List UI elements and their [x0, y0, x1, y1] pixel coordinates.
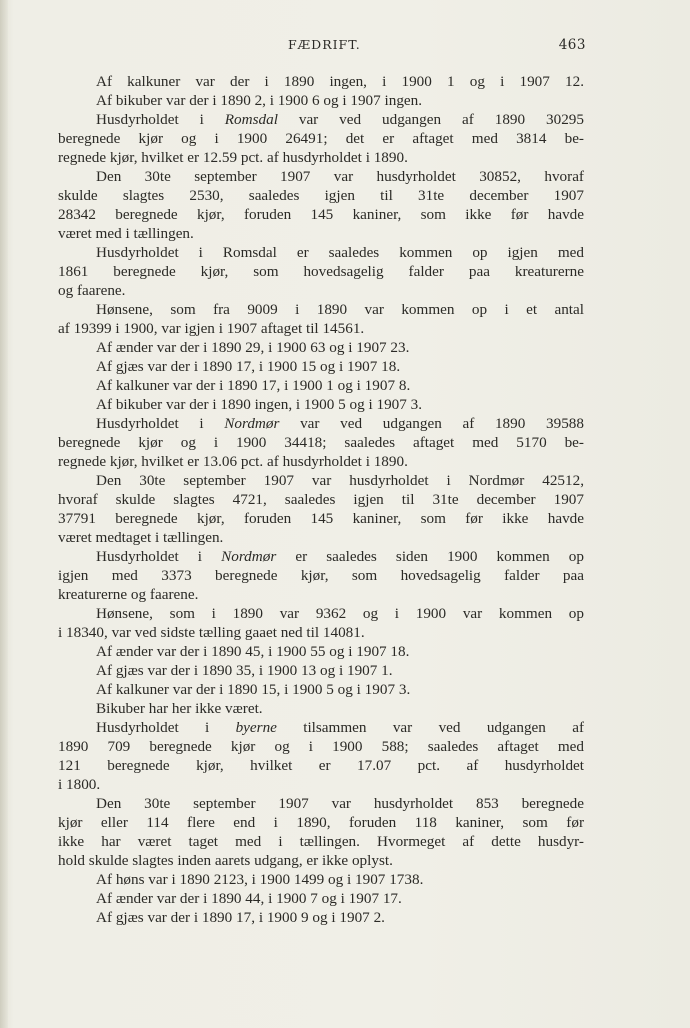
text-run: Af gjæs var der i 1890 17, i 1900 15 og i 1907 18. — [96, 358, 401, 375]
text-line — [58, 186, 584, 205]
text-line — [58, 167, 584, 186]
text-run: Husdyrholdet i — [96, 415, 225, 432]
text-run: igjen med 3373 beregnede kjør, som hovedsagelig falder paa — [58, 567, 584, 584]
italic-place-name: Nordmør — [224, 415, 280, 432]
text-line — [58, 585, 584, 604]
text-run: var ved udgangen af 1890 30295 — [277, 111, 584, 128]
text-run: Af kalkuner var der i 1890 17, i 1900 1 og i 1907 8. — [96, 377, 411, 394]
text-run: i 18340, var ved sidste tælling gaaet ned til 14081. — [58, 624, 365, 641]
text-line — [58, 832, 584, 851]
text-line — [58, 281, 584, 300]
italic-place-name: byerne — [235, 719, 277, 736]
text-line — [58, 91, 584, 110]
text-run: kreaturerne og faarene. — [58, 586, 199, 603]
text-line — [58, 471, 584, 490]
text-line — [58, 129, 584, 148]
text-line — [58, 661, 584, 680]
text-line — [58, 737, 584, 756]
text-run: og faarene. — [58, 282, 126, 299]
text-line — [58, 699, 584, 718]
text-run: Af ænder var der i 1890 29, i 1900 63 og i 1907 23. — [96, 339, 410, 356]
text-run: 121 beregnede kjør, hvilket er 17.07 pct. af husdyrholdet — [58, 757, 584, 774]
text-line — [58, 680, 584, 699]
text-run: kjør eller 114 flere end i 1890, foruden 118 kaniner, som før — [58, 814, 584, 831]
text-run: Af kalkuner var der i 1890 ingen, i 1900 1 og i 1907 12. — [96, 73, 584, 90]
text-run: tilsammen var ved udgangen af — [276, 719, 584, 736]
text-line — [58, 148, 584, 167]
text-run: regnede kjør, hvilket er 12.59 pct. af husdyrholdet i 1890. — [58, 149, 408, 166]
text-line — [58, 604, 584, 623]
text-line — [58, 775, 584, 794]
text-line — [58, 357, 584, 376]
text-run: Den 30te september 1907 var husdyrholdet i Nordmør 42512, — [96, 472, 584, 489]
text-run: Af ænder var der i 1890 44, i 1900 7 og i 1907 17. — [96, 890, 402, 907]
text-run: Hønsene, som fra 9009 i 1890 var kommen op i et antal — [96, 301, 584, 318]
text-run: Husdyrholdet i Romsdal er saaledes kommen op igjen med — [96, 244, 584, 261]
text-line — [58, 414, 584, 433]
page-binding-edge — [0, 0, 8, 1028]
text-line — [58, 509, 584, 528]
text-line — [58, 623, 584, 642]
text-line — [58, 262, 584, 281]
text-line — [58, 547, 584, 566]
text-run: Af gjæs var der i 1890 35, i 1900 13 og i 1907 1. — [96, 662, 393, 679]
running-header — [58, 37, 586, 57]
text-run: 37791 beregnede kjør, foruden 145 kaniner, som før ikke havde — [58, 510, 584, 527]
text-run: 1890 709 beregnede kjør og i 1900 588; saaledes aftaget med — [58, 738, 584, 755]
text-run: ikke har været taget med i tællingen. Hvormeget af dette husdyr- — [58, 833, 584, 850]
text-run: Af kalkuner var der i 1890 15, i 1900 5 og i 1907 3. — [96, 681, 411, 698]
text-run: Husdyrholdet i — [96, 111, 225, 128]
text-run: var ved udgangen af 1890 39588 — [279, 415, 584, 432]
text-line — [58, 338, 584, 357]
text-line — [58, 319, 584, 338]
text-line — [58, 376, 584, 395]
text-run: beregnede kjør og i 1900 26491; det er aftaget med 3814 be- — [58, 130, 584, 147]
text-run: Den 30te september 1907 var husdyrholdet 853 beregnede — [96, 795, 584, 812]
text-line — [58, 72, 584, 91]
text-line — [58, 395, 584, 414]
text-run: Af bikuber var der i 1890 ingen, i 1900 5 og i 1907 3. — [96, 396, 423, 413]
text-line — [58, 110, 584, 129]
text-line — [58, 642, 584, 661]
text-run: er saaledes siden 1900 kommen op — [276, 548, 584, 565]
text-line — [58, 528, 584, 547]
page-number: 463 — [558, 37, 586, 53]
text-run: af 19399 i 1900, var igjen i 1907 aftaget til 14561. — [58, 320, 365, 337]
text-run: været med i tællingen. — [58, 225, 194, 242]
text-run: i 1800. — [58, 776, 101, 793]
text-line — [58, 490, 584, 509]
italic-place-name: Romsdal — [224, 111, 278, 128]
italic-place-name: Nordmør — [221, 548, 277, 565]
header-title: FÆDRIFT. — [288, 37, 361, 52]
text-line — [58, 889, 584, 908]
text-line — [58, 205, 584, 224]
text-run: regnede kjør, hvilket er 13.06 pct. af husdyrholdet i 1890. — [58, 453, 408, 470]
text-run: Af høns var i 1890 2123, i 1900 1499 og i 1907 1738. — [96, 871, 424, 888]
text-run: Bikuber har her ikke været. — [96, 700, 263, 717]
text-line — [58, 756, 584, 775]
text-run: Af bikuber var der i 1890 2, i 1900 6 og i 1907 ingen. — [96, 92, 423, 109]
text-line — [58, 243, 584, 262]
text-run: været medtaget i tællingen. — [58, 529, 224, 546]
text-line — [58, 870, 584, 889]
text-line — [58, 433, 584, 452]
text-run: 1861 beregnede kjør, som hovedsagelig falder paa kreaturerne — [58, 263, 584, 280]
text-line — [58, 851, 584, 870]
text-run: Husdyrholdet i — [96, 548, 222, 565]
text-run: Den 30te september 1907 var husdyrholdet 30852, hvoraf — [96, 168, 584, 185]
text-run: skulde slagtes 2530, saaledes igjen til 31te december 1907 — [58, 187, 584, 204]
text-run: Hønsene, som i 1890 var 9362 og i 1900 var kommen op — [96, 605, 584, 622]
text-run: hvoraf skulde slagtes 4721, saaledes igjen til 31te december 1907 — [58, 491, 584, 508]
text-line — [58, 566, 584, 585]
text-line — [58, 718, 584, 737]
text-line — [58, 794, 584, 813]
text-line — [58, 452, 584, 471]
text-run: beregnede kjør og i 1900 34418; saaledes aftaget med 5170 be- — [58, 434, 584, 451]
text-run: hold skulde slagtes inden aarets udgang, er ikke oplyst. — [58, 852, 393, 869]
text-line — [58, 908, 584, 927]
text-run: Husdyrholdet i — [96, 719, 236, 736]
body-text — [58, 72, 584, 927]
text-line — [58, 224, 584, 243]
text-run: 28342 beregnede kjør, foruden 145 kaniner, som ikke før havde — [58, 206, 584, 223]
text-run: Af gjæs var der i 1890 17, i 1900 9 og i 1907 2. — [96, 909, 385, 926]
text-line — [58, 813, 584, 832]
text-line — [58, 300, 584, 319]
text-run: Af ænder var der i 1890 45, i 1900 55 og i 1907 18. — [96, 643, 410, 660]
